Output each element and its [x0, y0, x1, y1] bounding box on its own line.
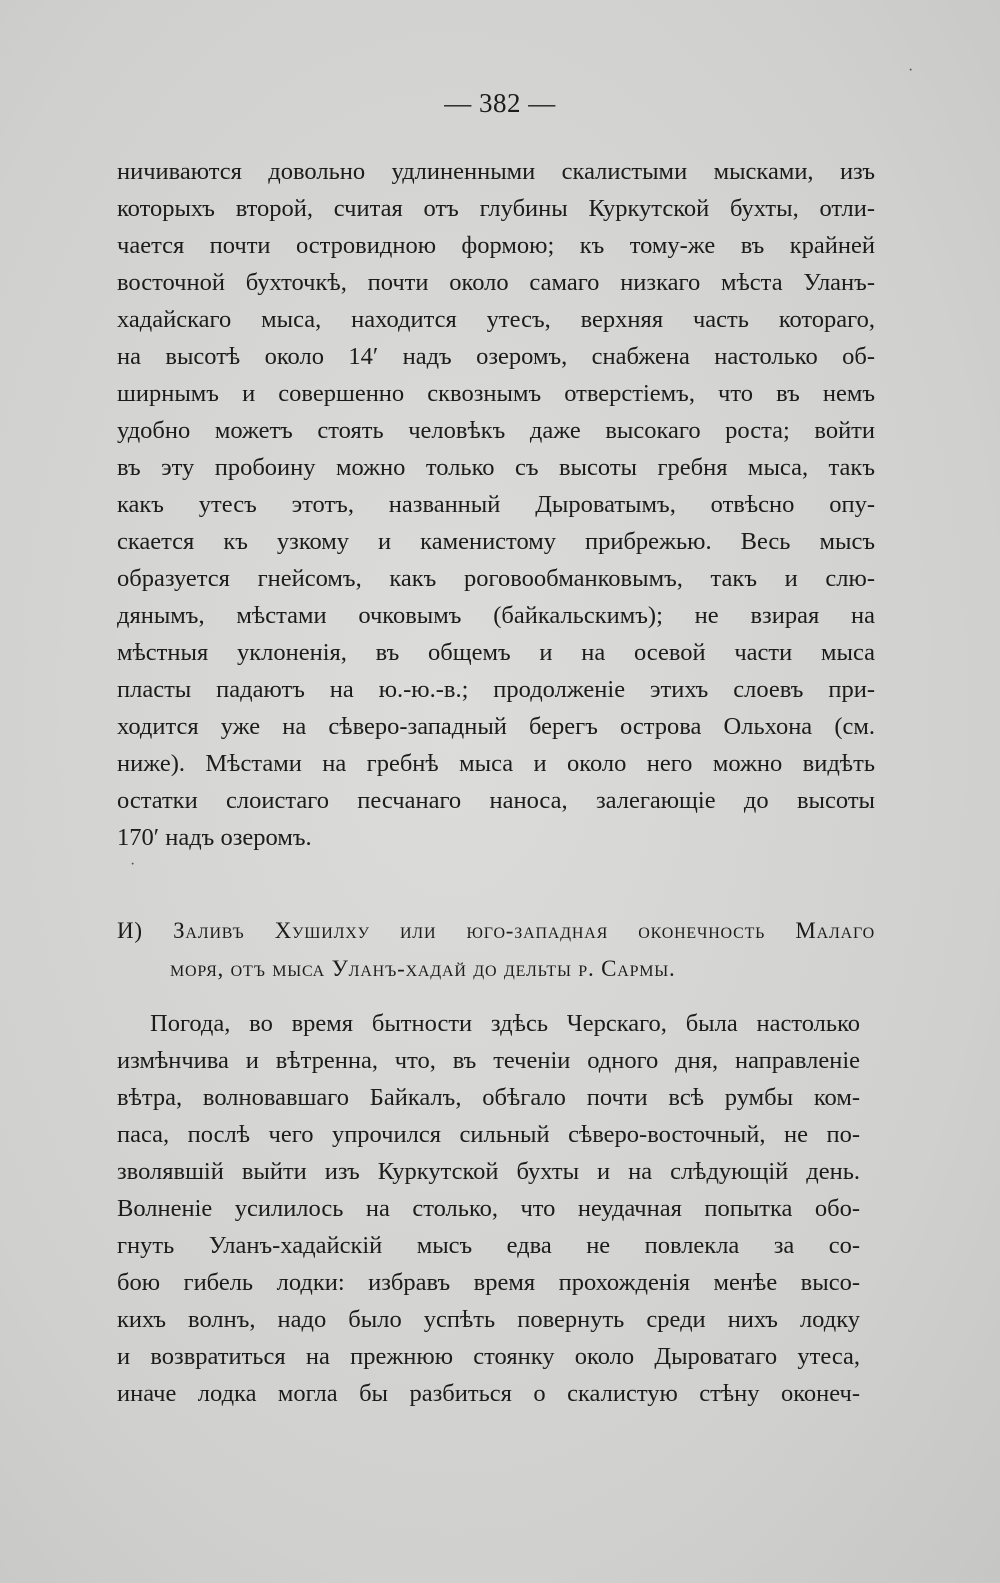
heading-line: И) Заливъ Хушилху или юго-западная оконечность Малаго: [117, 918, 875, 943]
text-line: измѣнчива и вѣтренна, что, въ теченіи одного дня, направленіе: [117, 1047, 860, 1074]
text-line: которыхъ второй, считая отъ глубины Куркутской бухты, отли-: [117, 195, 875, 222]
text-line: ходится уже на сѣверо-западный берегъ острова Ольхона (см.: [117, 713, 875, 740]
heading-line: моря, отъ мыса Уланъ-хадай до дельты р. Сармы.: [170, 956, 676, 981]
text-line: образуется гнейсомъ, какъ роговообманковымъ, такъ и слю-: [117, 565, 875, 592]
text-line: мѣстныя уклоненія, въ общемъ и на осевой части мыса: [117, 639, 875, 666]
text-line: вѣтра, волновавшаго Байкалъ, обѣгало почти всѣ румбы ком-: [117, 1084, 860, 1111]
page-number: — 382 —: [444, 88, 556, 118]
speck-mark: ·: [130, 856, 136, 873]
text-line: пласты падаютъ на ю.-ю.-в.; продолженіе этихъ слоевъ при-: [117, 676, 875, 703]
text-line: Погода, во время бытности здѣсь Черскаго, была настолько: [150, 1010, 860, 1037]
text-line: ничиваются довольно удлиненными скалистыми мысками, изъ: [117, 158, 875, 185]
text-line: остатки слоистаго песчанаго наноса, залегающіе до высоты: [117, 787, 875, 814]
text-line: удобно можетъ стоять человѣкъ даже высокаго роста; войти: [117, 417, 875, 444]
text-line: бою гибель лодки: избравъ время прохожденія менѣе высо-: [117, 1269, 860, 1296]
text-line: Волненіе усилилось на столько, что неудачная попытка обо-: [117, 1195, 860, 1222]
text-line: на высотѣ около 14′ надъ озеромъ, снабжена настолько об-: [117, 343, 875, 370]
text-line: скается къ узкому и каменистому прибрежью. Весь мысъ: [117, 528, 875, 555]
text-line: восточной бухточкѣ, почти около самаго низкаго мѣста Уланъ-: [117, 269, 875, 296]
text-line: паса, послѣ чего упрочился сильный сѣверо-восточный, не по-: [117, 1121, 860, 1148]
text-line: зволявшій выйти изъ Куркутской бухты и на слѣдующій день.: [117, 1158, 860, 1185]
text-line: ширнымъ и совершенно сквознымъ отверстіемъ, что въ немъ: [117, 380, 875, 407]
text-line: иначе лодка могла бы разбиться о скалистую стѣну оконеч-: [117, 1380, 860, 1407]
text-line: какъ утесъ этотъ, названный Дыроватымъ, отвѣсно опу-: [117, 491, 875, 518]
speck-mark: ·: [908, 62, 914, 79]
text-line: ниже). Мѣстами на гребнѣ мыса и около него можно видѣть: [117, 750, 875, 777]
text-line: въ эту пробоину можно только съ высоты гребня мыса, такъ: [117, 454, 875, 481]
text-line: 170′ надъ озеромъ.: [117, 824, 312, 851]
text-line: гнуть Уланъ-хадайскій мысъ едва не повлекла за со-: [117, 1232, 860, 1259]
text-line: кихъ волнъ, надо было успѣть повернуть среди нихъ лодку: [117, 1306, 860, 1333]
text-line: и возвратиться на прежнюю стоянку около Дыроватаго утеса,: [117, 1343, 860, 1370]
text-line: хадайскаго мыса, находится утесъ, верхняя часть котораго,: [117, 306, 875, 333]
text-line: дянымъ, мѣстами очковымъ (байкальскимъ); не взирая на: [117, 602, 875, 629]
text-line: чается почти островидною формою; къ тому-же въ крайней: [117, 232, 875, 259]
